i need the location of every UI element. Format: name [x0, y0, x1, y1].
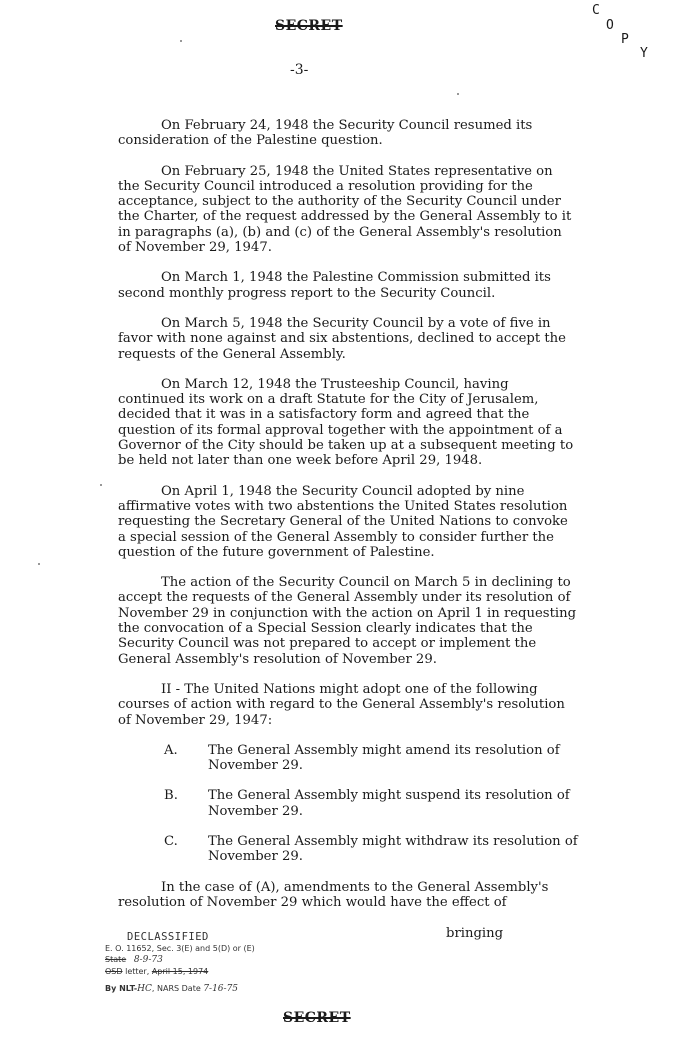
- stamp-nars-label: , NARS Date: [151, 984, 201, 993]
- closing-paragraph: In the case of (A), amendments to the General Assembly's resolution of November 29 which would have the effect of: [118, 879, 549, 910]
- classification-header: SECRET: [275, 18, 343, 34]
- copy-stamp-letter-c: C: [592, 3, 600, 18]
- paragraph: On March 12, 1948 the Trusteeship Council, having continued its work on a draft Statute for the City of Jerusalem, decided that it was in a satisfactory form and agreed that the question of its formal approval together with the appointment of a Governor of the City should be taken up at a subsequent meeting to be held not later than one week before April 29, 1948.: [118, 376, 574, 469]
- paragraph: The action of the Security Council on March 5 in declining to accept the requests of the General Assembly under its resolution of November 29 in conjunction with the action on April 1 in requesting the convocation of a Special Session clearly indicates that the Security Council was not prepared to accept or implement the General Assembly's resolution of November 29.: [118, 575, 577, 667]
- scan-speck: [100, 484, 102, 486]
- option-item-b: [118, 788, 578, 819]
- stamp-struck-osd: OSD: [105, 967, 123, 976]
- stamp-handwritten-nars-date: 7-16-75: [203, 984, 239, 994]
- declassified-title: DECLASSIFIED: [127, 931, 209, 943]
- copy-stamp-letter-o: O: [606, 18, 614, 33]
- stamp-authority-line: E. O. 11652, Sec. 3(E) and 5(D) or (E): [105, 944, 255, 953]
- option-letter: B.: [164, 788, 178, 804]
- paragraph: On March 1, 1948 the Palestine Commission submitted its second monthly progress report to the Security Council.: [118, 270, 551, 301]
- option-letter: C.: [164, 833, 178, 849]
- option-text: The General Assembly might amend its resolution of November 29.: [208, 742, 560, 774]
- classification-footer: SECRET: [283, 1010, 351, 1026]
- stamp-struck-state: State: [105, 955, 127, 964]
- option-text: The General Assembly might withdraw its resolution of November 29.: [208, 833, 578, 865]
- option-text: The General Assembly might suspend its resolution of November 29.: [208, 788, 570, 819]
- section-ii-intro: II - The United Nations might adopt one of the following courses of action with regard to the General Assembly's resolution of November 29, 1947:: [118, 681, 565, 728]
- paragraph: On February 24, 1948 the Security Council resumed its consideration of the Palestine question.: [118, 118, 533, 149]
- paragraph: On March 5, 1948 the Security Council by a vote of five in favor with none against and six abstentions, declined to accept the requests of the General Assembly.: [118, 315, 566, 362]
- option-item-c: [118, 834, 578, 865]
- copy-stamp-letter-p: P: [621, 32, 629, 47]
- stamp-state-line: [105, 954, 255, 966]
- paragraph: On April 1, 1948 the Security Council adopted by nine affirmative votes with two abstentions the United States resolution requesting the Secretary General of the United Nations to convoke a special session of the General Assembly to consider further the question of the future government of Palestine.: [118, 483, 568, 560]
- scan-speck: [457, 93, 459, 95]
- stamp-letter-text: letter,: [125, 967, 150, 976]
- option-letter: A.: [164, 742, 178, 758]
- stamp-letter-line: [105, 966, 255, 977]
- scan-speck: [180, 40, 182, 42]
- stamp-handwritten-initials: HC: [137, 984, 152, 994]
- paragraph: On February 25, 1948 the United States representative on the Security Council introduced a resolution providing for the acceptance, subject to the authority of the Security Council under the Charter, of the request addressed by the General Assembly to it in paragraphs (a), (b) and (c) of the General Assembly's resolution of November 29, 1947.: [118, 163, 572, 256]
- stamp-handwritten-date: 8-9-73: [133, 955, 163, 965]
- copy-stamp-letter-y: Y: [640, 46, 648, 61]
- document-body: [118, 118, 578, 925]
- option-item-a: [118, 743, 578, 774]
- stamp-nars-line: [105, 983, 255, 995]
- page-number: -3-: [290, 62, 309, 78]
- catchword: bringing: [446, 926, 504, 941]
- stamp-nlt-prefix: By NLT-: [105, 984, 138, 993]
- declassification-stamp: [105, 932, 255, 995]
- stamp-struck-date: April 15, 1974: [151, 967, 209, 976]
- scan-speck: [38, 563, 40, 565]
